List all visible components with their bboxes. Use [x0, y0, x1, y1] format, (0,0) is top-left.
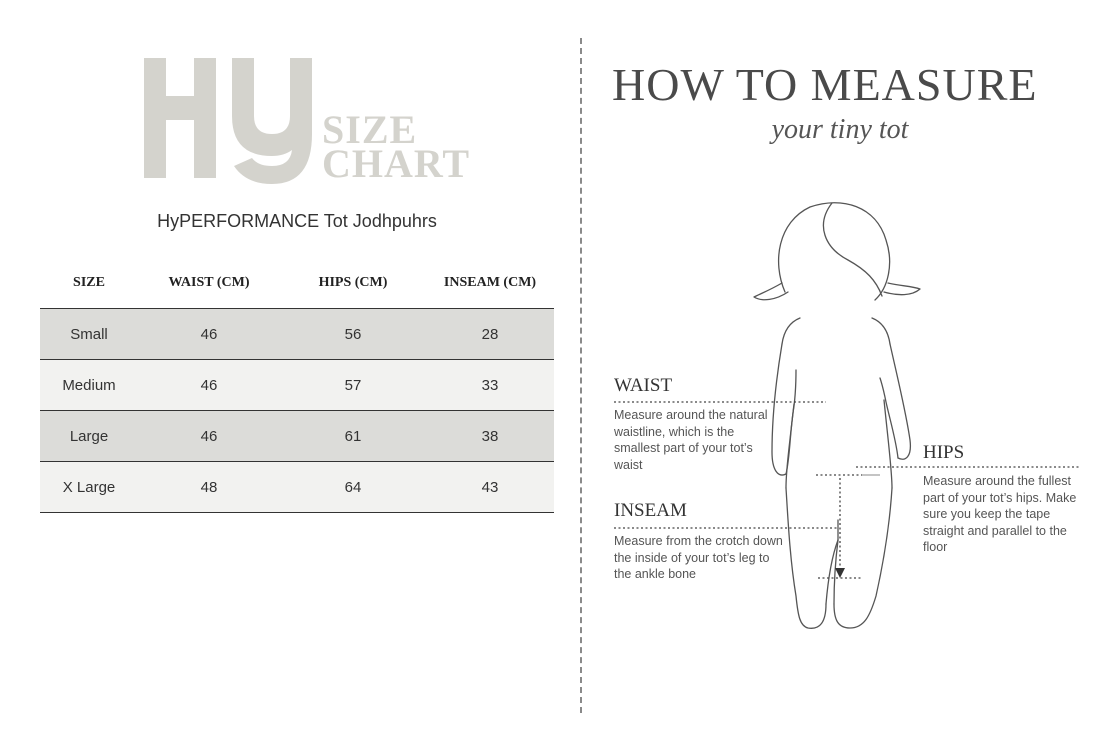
table-row — [40, 309, 554, 360]
cell-waist: 48 — [138, 462, 280, 513]
how-to-measure-subtitle: your tiny tot — [771, 114, 909, 145]
table-row — [40, 462, 554, 513]
cell-hips: 61 — [280, 411, 426, 462]
brand-logo — [140, 54, 480, 186]
logo-word-chart: CHART — [322, 141, 471, 186]
header-hips: HIPS (CM) — [280, 258, 426, 309]
cell-hips: 57 — [280, 360, 426, 411]
product-title: HyPERFORMANCE Tot Jodhpuhrs — [157, 211, 437, 231]
toddler-head-outline — [779, 203, 890, 300]
inseam-label: INSEAM — [614, 500, 687, 521]
inseam-arrow-icon — [835, 568, 845, 578]
cell-size: Large — [40, 411, 138, 462]
hips-description: Measure around the fullest part of your tot’s hips. Make sure you keep the tape straight and parallel to the floor — [923, 474, 1077, 554]
header-waist: WAIST (CM) — [138, 258, 280, 309]
cell-hips: 56 — [280, 309, 426, 360]
waist-description: Measure around the natural waistline, which is the smallest part of your tot’s waist — [614, 408, 768, 472]
cell-waist: 46 — [138, 309, 280, 360]
dashed-divider — [580, 38, 582, 713]
inseam-description: Measure from the crotch down the inside of your tot’s leg to the ankle bone — [614, 534, 783, 581]
how-to-measure-title: HOW TO MEASURE — [612, 59, 1038, 110]
cell-waist: 46 — [138, 411, 280, 462]
cell-inseam: 43 — [426, 462, 554, 513]
header-size: SIZE — [40, 258, 138, 309]
waist-label: WAIST — [614, 375, 673, 396]
logo-word-size: SIZE — [322, 107, 418, 152]
size-table — [40, 258, 554, 513]
table-row — [40, 411, 554, 462]
cell-hips: 64 — [280, 462, 426, 513]
hy-monogram-icon — [140, 54, 320, 186]
cell-inseam: 28 — [426, 309, 554, 360]
cell-size: Small — [40, 309, 138, 360]
cell-size: X Large — [40, 462, 138, 513]
hips-label: HIPS — [923, 442, 965, 463]
cell-size: Medium — [40, 360, 138, 411]
header-inseam: INSEAM (CM) — [426, 258, 554, 309]
cell-waist: 46 — [138, 360, 280, 411]
table-row — [40, 360, 554, 411]
table-header-row — [40, 258, 554, 309]
cell-inseam: 38 — [426, 411, 554, 462]
cell-inseam: 33 — [426, 360, 554, 411]
